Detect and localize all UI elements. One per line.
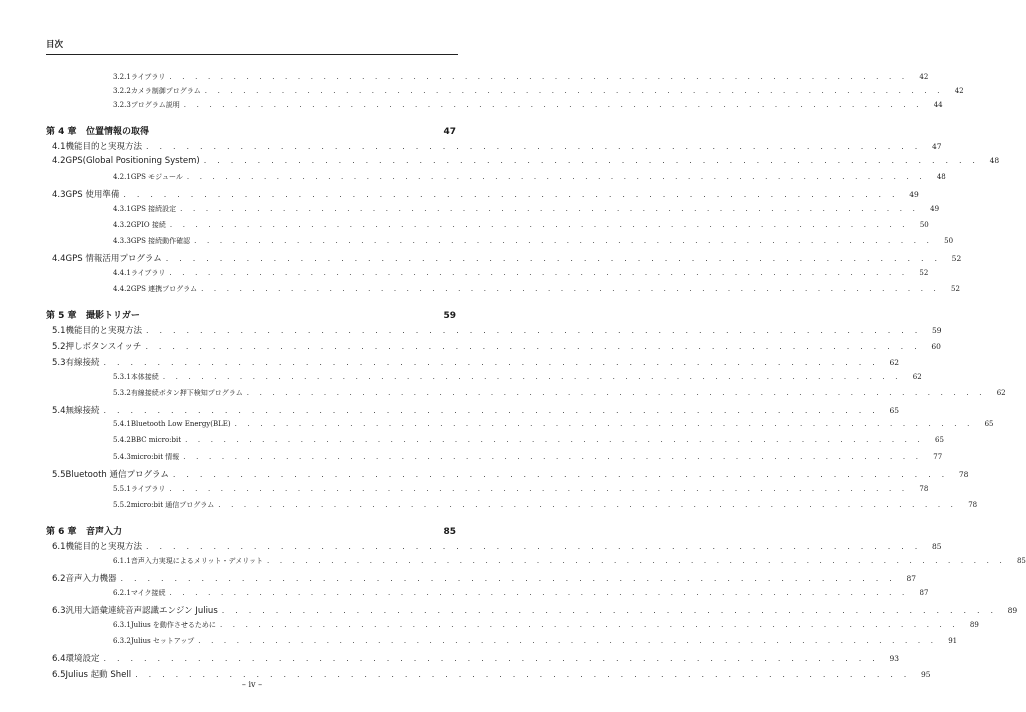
toc-entry-title: 有線接続 [65, 358, 100, 368]
toc-entry-title: 撮影トリガー [86, 311, 140, 321]
toc-dot-leader: . . . . . . . . . . . . . . . . . . . . . . . . . . . . . . . . . . . . . . . . . . . . . . . . . . . . . . . . . . [135, 670, 911, 679]
toc-entry-number: 4.1 [52, 142, 66, 152]
toc-entry-page: 48 [989, 156, 1000, 165]
toc-entry-page: 42 [919, 73, 929, 81]
toc-entry-title: GPS 連携プログラム [130, 285, 198, 293]
toc-sub-entry[interactable] [0, 86, 964, 99]
toc-dot-leader: . . . . . . . . . . . . . . . . . . . . . . . . . . . . . . . . . . . . . . . . . . . . . . . . . . . . . . . . . . [146, 542, 922, 551]
toc-dot-leader: . . . . . . . . . . . . . . . . . . . . . . . . . . . . . . . . . . . . . . . . . . . . . . . . . . . . . . . . . . [246, 389, 986, 397]
toc-dot-leader: . . . . . . . . . . . . . . . . . . . . . . . . . . . . . . . . . . . . . . . . . . . . . . . . . . . . . . . . . . [103, 654, 879, 663]
toc-entry-number: 3.2.1 [113, 73, 131, 81]
toc-entry-title: プログラム説明 [130, 101, 180, 109]
toc-section-entry[interactable] [0, 188, 919, 201]
toc-entry-title: GPS モジュール [130, 173, 183, 181]
toc-dot-leader: . . . . . . . . . . . . . . . . . . . . . . . . . . . . . . . . . . . . . . . . . . . . . . . . . . . . . . . . . . [169, 73, 909, 81]
toc-entry-title: 汎用大語彙連続音声認識エンジン Julius [65, 606, 218, 616]
toc-entry-number: 3.2.2 [113, 87, 131, 95]
toc-dot-leader: . . . . . . . . . . . . . . . . . . . . . . . . . . . . . . . . . . . . . . . . . . . . . . . . . . . . . . . . . . [165, 254, 942, 263]
toc-sub-entry[interactable] [0, 636, 958, 649]
toc-entry-title: Julius セットアップ [130, 637, 195, 645]
toc-entry-number: 5.1 [52, 326, 66, 336]
toc-entry-page: 42 [954, 87, 964, 95]
toc-sub-entry[interactable] [0, 620, 979, 633]
toc-dot-leader: . . . . . . . . . . . . . . . . . . . . . . . . . . . . . . . . . . . . . . . . . . . . . . . . . . . . . . . . . . [123, 190, 899, 199]
toc-entry-number: 3.2.3 [113, 101, 131, 109]
toc-sub-entry[interactable] [0, 236, 954, 249]
toc-dot-leader: . . . . . . . . . . . . . . . . . . . . . . . . . . . . . . . . . . . . . . . . . . . . . . . . . . . . . . . . . . [219, 621, 959, 629]
toc-sub-entry[interactable] [0, 436, 944, 449]
toc-entry-number: 4.4.2 [113, 285, 131, 293]
toc-entry-page: 91 [948, 637, 958, 645]
toc-chapter-entry[interactable] [0, 308, 504, 321]
toc-entry-title: GPS 接続設定 [130, 205, 177, 213]
toc-entry-page: 52 [951, 254, 962, 263]
toc-section-entry[interactable] [0, 156, 1000, 169]
toc-sub-entry[interactable] [0, 100, 943, 113]
toc-dot-leader: . . . . . . . . . . . . . . . . . . . . . . . . . . . . . . . . . . . . . . . . . . . . . . . . . . . . . . . . . . [194, 237, 934, 245]
toc-entry-page: 50 [919, 221, 929, 229]
toc-entry-page: 65 [984, 420, 994, 428]
toc-sub-entry[interactable] [0, 556, 1026, 569]
toc-entry-number: 5.4.2 [113, 436, 131, 444]
toc-sub-entry[interactable] [0, 452, 943, 465]
toc-entry-page: 48 [936, 173, 946, 181]
toc-entry-title: カメラ制御プログラム [130, 87, 201, 95]
toc-entry-title: 音声入力機器 [65, 574, 117, 584]
toc-entry-number: 5.4.1 [113, 420, 131, 428]
toc-entry-page: 85 [931, 542, 942, 551]
toc-entry-number: 6.2.1 [113, 589, 131, 597]
toc-entry-page: 59 [931, 326, 942, 335]
toc-entry-page: 49 [930, 205, 940, 213]
toc-entry-page: 85 [1016, 557, 1026, 565]
toc-dot-leader: . . . . . . . . . . . . . . . . . . . . . . . . . . . . . . . . . . . . . . . . . . . . . . . . . . . . . . . . . . [172, 470, 949, 479]
toc-section-entry[interactable] [0, 404, 899, 417]
toc-entry-title: 機能目的と実現方法 [65, 142, 143, 152]
toc-entry-title: 環境設定 [65, 654, 100, 664]
toc-entry-page: 44 [933, 101, 943, 109]
toc-entry-page: 49 [909, 190, 919, 199]
toc-entry-title: ライブラリ [130, 73, 166, 81]
toc-dot-leader: . . . . . . . . . . . . . . . . . . . . . . . . . . . . . . . . . . . . . . . . . . . . . . . . . . . . . . . . . . [203, 156, 980, 165]
toc-sub-entry[interactable] [0, 220, 929, 233]
toc-section-entry[interactable] [0, 468, 969, 481]
toc-dot-leader: . . . . . . . . . . . . . . . . . . . . . . . . . . . . . . . . . . . . . . . . . . . . . . . . . . . . . . . . . . [180, 205, 920, 213]
toc-sub-entry[interactable] [0, 72, 929, 85]
toc-entry-page: 50 [944, 237, 954, 245]
toc-dot-leader: . . . . . . . . . . . . . . . . . . . . . . . . . . . . . . . . . . . . . . . . . . . . . . . . . . . . . . . . . . [185, 436, 924, 444]
toc-entry-title: 無線接続 [65, 406, 100, 416]
toc-entry-number: 5.4 [52, 406, 66, 416]
toc-entry-number: 第 6 章 [46, 527, 77, 537]
toc-dot-leader: . . . . . . . . . . . . . . . . . . . . . . . . . . . . . . . . . . . . . . . . . . . . . . . . . . . . . . . . . . [169, 485, 909, 493]
toc-entry-page: 78 [958, 470, 969, 479]
toc-entry-page: 87 [919, 589, 929, 597]
toc-entry-page: 87 [906, 574, 916, 583]
toc-entry-number: 第 5 章 [46, 311, 77, 321]
toc-entry-page: 89 [969, 621, 979, 629]
toc-entry-title: Bluetooth 通信プログラム [65, 470, 169, 480]
toc-section-entry[interactable] [0, 540, 942, 553]
toc-entry-page: 95 [921, 670, 931, 679]
toc-entry-number: 6.4 [52, 654, 66, 664]
toc-entry-page: 59 [443, 311, 456, 321]
toc-entry-title: GPS 使用準備 [65, 190, 120, 200]
toc-entry-number: 4.3.3 [113, 237, 131, 245]
toc-entry-number: 5.5 [52, 470, 66, 480]
toc-entry-title: GPS(Global Positioning System) [65, 156, 200, 166]
toc-dot-leader: . . . . . . . . . . . . . . . . . . . . . . . . . . . . . . . . . . . . . . . . . . . . . . . . . . . . . . . . . . [234, 420, 974, 428]
toc-dot-leader: . . . . . . . . . . . . . . . . . . . . . . . . . . . . . . . . . . . . . . . . . . . . . . . . . . . . . . . . . . [169, 589, 909, 597]
toc-chapter-entry[interactable] [0, 524, 504, 537]
toc-entry-title: 機能目的と実現方法 [65, 326, 143, 336]
toc-entry-number: 5.3.1 [113, 373, 131, 381]
toc-entry-page: 65 [889, 406, 899, 415]
toc-dot-leader: . . . . . . . . . . . . . . . . . . . . . . . . . . . . . . . . . . . . . . . . . . . . . . . . . . . . . . . . . . [186, 173, 926, 181]
toc-entry-page: 78 [919, 485, 929, 493]
toc-dot-leader: . . . . . . . . . . . . . . . . . . . . . . . . . . . . . . . . . . . . . . . . . . . . . . . . . . . . . . . . . . [103, 358, 879, 367]
toc-entry-number: 6.3 [52, 606, 66, 616]
toc-entry-title: Bluetooth Low Energy(BLE) [130, 420, 231, 428]
toc-entry-title: 機能目的と実現方法 [65, 542, 143, 552]
toc-entry-number: 5.4.3 [113, 453, 131, 461]
toc-entry-page: 93 [889, 654, 899, 663]
toc-sub-entry[interactable] [0, 284, 960, 297]
toc-entry-page: 78 [968, 501, 978, 509]
toc-entry-title: Julius 起動 Shell [65, 670, 132, 680]
toc-section-entry[interactable] [0, 604, 1018, 617]
toc-sub-entry[interactable] [0, 588, 929, 601]
toc-entry-number: 第 4 章 [46, 127, 77, 137]
toc-dot-leader: . . . . . . . . . . . . . . . . . . . . . . . . . . . . . . . . . . . . . . . . . . . . . . . . . . . . . . . . . . [169, 269, 909, 277]
toc-entry-title: 音声入力実現によるメリット・デメリット [130, 557, 263, 565]
toc-entry-title: Julius を動作させるために [130, 621, 216, 629]
toc-dot-leader: . . . . . . . . . . . . . . . . . . . . . . . . . . . . . . . . . . . . . . . . . . . . . . . . . . . . . . . . . . [198, 637, 938, 645]
toc-sub-entry[interactable] [0, 372, 922, 385]
toc-entry-title: 有線接続ボタン押下検知プログラム [130, 389, 243, 397]
toc-entry-page: 62 [996, 389, 1006, 397]
toc-entry-page: 60 [931, 342, 941, 351]
toc-section-entry[interactable] [0, 572, 916, 585]
toc-sub-entry[interactable] [0, 484, 929, 497]
toc-entry-number: 5.2 [52, 342, 66, 352]
toc-dot-leader: . . . . . . . . . . . . . . . . . . . . . . . . . . . . . . . . . . . . . . . . . . . . . . . . . . . . . . . . . . [103, 406, 879, 415]
toc-dot-leader: . . . . . . . . . . . . . . . . . . . . . . . . . . . . . . . . . . . . . . . . . . . . . . . . . . . . . . . . . . [183, 453, 923, 461]
toc-dot-leader: . . . . . . . . . . . . . . . . . . . . . . . . . . . . . . . . . . . . . . . . . . . . . . . . . . . . . . . . . . [162, 373, 902, 381]
toc-section-entry[interactable] [0, 356, 899, 369]
toc-entry-number: 6.3.1 [113, 621, 131, 629]
toc-sub-entry[interactable] [0, 420, 994, 433]
toc-entry-page: 47 [443, 127, 456, 137]
toc-entry-number: 4.2.1 [113, 173, 131, 181]
toc-entry-title: 位置情報の取得 [86, 127, 150, 137]
toc-entry-title: BBC micro:bit [130, 436, 182, 444]
toc-chapter-entry[interactable] [0, 124, 504, 137]
toc-entry-title: micro:bit 情報 [130, 453, 180, 461]
toc-section-entry[interactable] [0, 340, 941, 353]
toc-entry-title: 音声入力 [86, 527, 123, 537]
toc-entry-number: 6.2 [52, 574, 66, 584]
toc-sub-entry[interactable] [0, 172, 946, 185]
toc-dot-leader: . . . . . . . . . . . . . . . . . . . . . . . . . . . . . . . . . . . . . . . . . . . . . . . . . . . . . . . . . . [145, 342, 921, 351]
toc-section-entry[interactable] [0, 252, 962, 265]
toc-entry-page: 62 [889, 358, 899, 367]
toc-entry-page: 77 [933, 453, 943, 461]
toc-dot-leader: . . . . . . . . . . . . . . . . . . . . . . . . . . . . . . . . . . . . . . . . . . . . . . . . . . . . . . . . . . [204, 87, 944, 95]
toc-entry-number: 6.3.2 [113, 637, 131, 645]
toc-entry-page: 52 [919, 269, 929, 277]
toc-entry-title: 押しボタンスイッチ [65, 342, 142, 352]
toc-dot-leader: . . . . . . . . . . . . . . . . . . . . . . . . . . . . . . . . . . . . . . . . . . . . . . . . . . . . . . . . . . [146, 326, 922, 335]
toc-entry-number: 5.3.2 [113, 389, 131, 397]
toc-entry-page: 89 [1007, 606, 1018, 615]
toc-entry-title: ライブラリ [130, 485, 166, 493]
toc-entry-title: ライブラリ [130, 269, 166, 277]
toc-entry-number: 5.5.2 [113, 501, 131, 509]
toc-entry-number: 4.4 [52, 254, 66, 264]
header-rule [46, 54, 458, 55]
toc-sub-entry[interactable] [0, 268, 929, 281]
toc-entry-number: 6.1.1 [113, 557, 131, 565]
toc-sub-entry[interactable] [0, 500, 978, 513]
running-header: 目次 [46, 40, 64, 50]
toc-entry-title: 本体接続 [130, 373, 159, 381]
toc-entry-number: 4.3.1 [113, 205, 131, 213]
toc-entry-number: 5.5.1 [113, 485, 131, 493]
page-number: – iv – [241, 680, 263, 689]
toc-section-entry[interactable] [0, 652, 899, 665]
toc-sub-entry[interactable] [0, 388, 1006, 401]
toc-entry-number: 4.2 [52, 156, 66, 166]
toc-dot-leader: . . . . . . . . . . . . . . . . . . . . . . . . . . . . . . . . . . . . . . . . . . . . . . . . . . . . . . . . . . [120, 574, 896, 583]
toc-section-entry[interactable] [0, 140, 942, 153]
toc-entry-number: 6.1 [52, 542, 66, 552]
toc-entry-title: GPIO 接続 [130, 221, 166, 229]
toc-dot-leader: . . . . . . . . . . . . . . . . . . . . . . . . . . . . . . . . . . . . . . . . . . . . . . . . . . . . . . . . . . [266, 557, 1006, 565]
toc-entry-number: 4.4.1 [113, 269, 131, 277]
toc-entry-title: マイク接続 [130, 589, 166, 597]
toc-sub-entry[interactable] [0, 204, 940, 217]
toc-entry-number: 5.3 [52, 358, 66, 368]
toc-section-entry[interactable] [0, 324, 942, 337]
toc-entry-page: 52 [951, 285, 960, 293]
toc-dot-leader: . . . . . . . . . . . . . . . . . . . . . . . . . . . . . . . . . . . . . . . . . . . . . . . . . . . . . . . . . . [169, 221, 909, 229]
toc-dot-leader: . . . . . . . . . . . . . . . . . . . . . . . . . . . . . . . . . . . . . . . . . . . . . . . . . . . . . . . . . . [218, 501, 958, 509]
toc-dot-leader: . . . . . . . . . . . . . . . . . . . . . . . . . . . . . . . . . . . . . . . . . . . . . . . . . . . . . . . . . . [183, 101, 923, 109]
toc-entry-page: 65 [935, 436, 944, 444]
toc-entry-page: 62 [912, 373, 922, 381]
toc-dot-leader: . . . . . . . . . . . . . . . . . . . . . . . . . . . . . . . . . . . . . . . . . . . . . . . . . . . . . . . . . . [201, 285, 940, 293]
toc-entry-title: GPS 情報活用プログラム [65, 254, 162, 264]
toc-entry-page: 85 [443, 527, 456, 537]
toc-dot-leader: . . . . . . . . . . . . . . . . . . . . . . . . . . . . . . . . . . . . . . . . . . . . . . . . . . . . . . . . . . [221, 606, 998, 615]
toc-entry-page: 47 [931, 142, 942, 151]
toc-entry-number: 4.3.2 [113, 221, 131, 229]
toc-entry-number: 4.3 [52, 190, 66, 200]
toc-entry-number: 6.5 [52, 670, 66, 680]
toc-entry-title: micro:bit 通信プログラム [130, 501, 215, 509]
toc-entry-title: GPS 接続動作確認 [130, 237, 191, 245]
toc-dot-leader: . . . . . . . . . . . . . . . . . . . . . . . . . . . . . . . . . . . . . . . . . . . . . . . . . . . . . . . . . . [146, 142, 922, 151]
